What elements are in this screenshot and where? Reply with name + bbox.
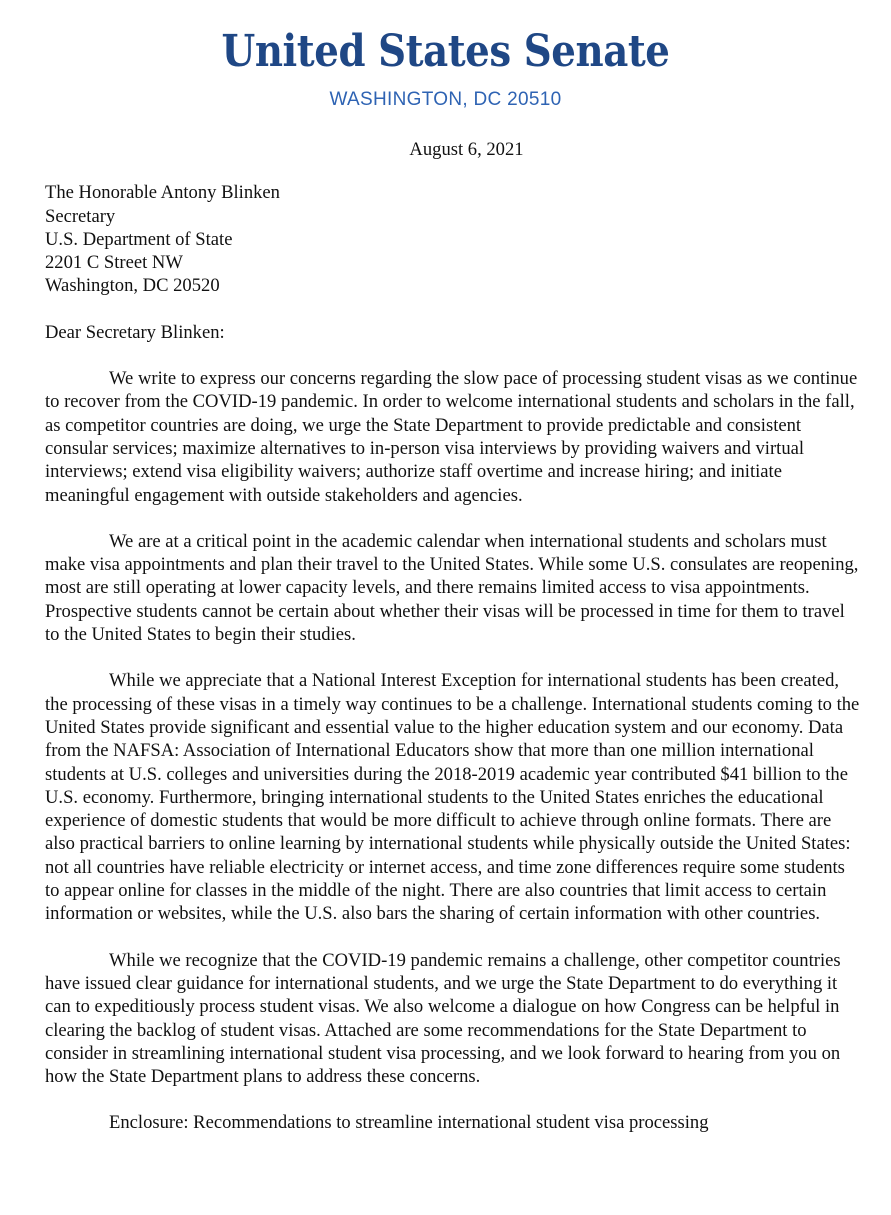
body-paragraph: We are at a critical point in the academic calendar when international students and scholars must make visa appointments and plan their travel to the United States. While some U.S. consulates are reopening, most are still operating at lower capacity levels, and there remains limited access to visa appointments. Prospective students cannot be certain about whether their visas will be processed in time for them to travel to the United States to begin their studies. <box>45 530 859 646</box>
letterhead-title: United States Senate <box>221 26 670 77</box>
letter-body <box>45 138 860 1135</box>
recipient-street: 2201 C Street NW <box>45 252 183 274</box>
salutation: Dear Secretary Blinken: <box>45 321 225 343</box>
body-paragraph: We write to express our concerns regarding the slow pace of processing student visas as we continue to recover from the COVID-19 pandemic. In order to welcome international students and scholars in the fall, as competitor countries are doing, we urge the State Department to provide predictable and consistent consular services; maximize alternatives to in-person visa interviews by providing waivers and virtual interviews; extend visa eligibility waivers; authorize staff overtime and increase hiring; and initiate meaningful engagement with outside stakeholders and agencies. <box>45 368 858 506</box>
body-paragraph: While we recognize that the COVID-19 pandemic remains a challenge, other competitor countries have issued clear guidance for international students, and we urge the State Department to do everything it can to expeditiously process student visas. We also welcome a dialogue on how Congress can be helpful in clearing the backlog of student visas. Attached are some recommendations for the State Department to consider in streamlining international student visa processing, and we look forward to hearing from you on how the State Department plans to address these concerns. <box>45 949 841 1088</box>
recipient-title: Secretary <box>45 205 116 227</box>
recipient-department: U.S. Department of State <box>45 228 233 250</box>
letterhead <box>0 22 891 112</box>
recipient-city: Washington, DC 20520 <box>45 275 220 297</box>
enclosure-note: Enclosure: Recommendations to streamline international student visa processing <box>109 1112 709 1134</box>
letter-date: August 6, 2021 <box>409 139 524 160</box>
letterhead-subtitle: WASHINGTON, DC 20510 <box>329 89 562 110</box>
recipient-address <box>45 181 860 297</box>
recipient-name: The Honorable Antony Blinken <box>45 182 280 204</box>
body-paragraph: While we appreciate that a National Interest Exception for international students has been created, the processing of these visas in a timely way continues to be a challenge. International students coming to the United States provide significant and essential value to the higher education system and our economy. Data from the NAFSA: Association of International Educators show that more than one million international students at U.S. colleges and universities during the 2018-2019 academic year contributed $41 billion to the U.S. economy. Furthermore, bringing international students to the United States enriches the educational experience of domestic students that would be more difficult to achieve through online formats. There are also practical barriers to online learning by international students while physically outside the United States: not all countries have reliable electricity or internet access, and time zone differences require some students to appear online for classes in the middle of the night. There are also countries that limit access to certain information or websites, while the U.S. also bars the sharing of certain information with other countries. <box>45 670 860 925</box>
